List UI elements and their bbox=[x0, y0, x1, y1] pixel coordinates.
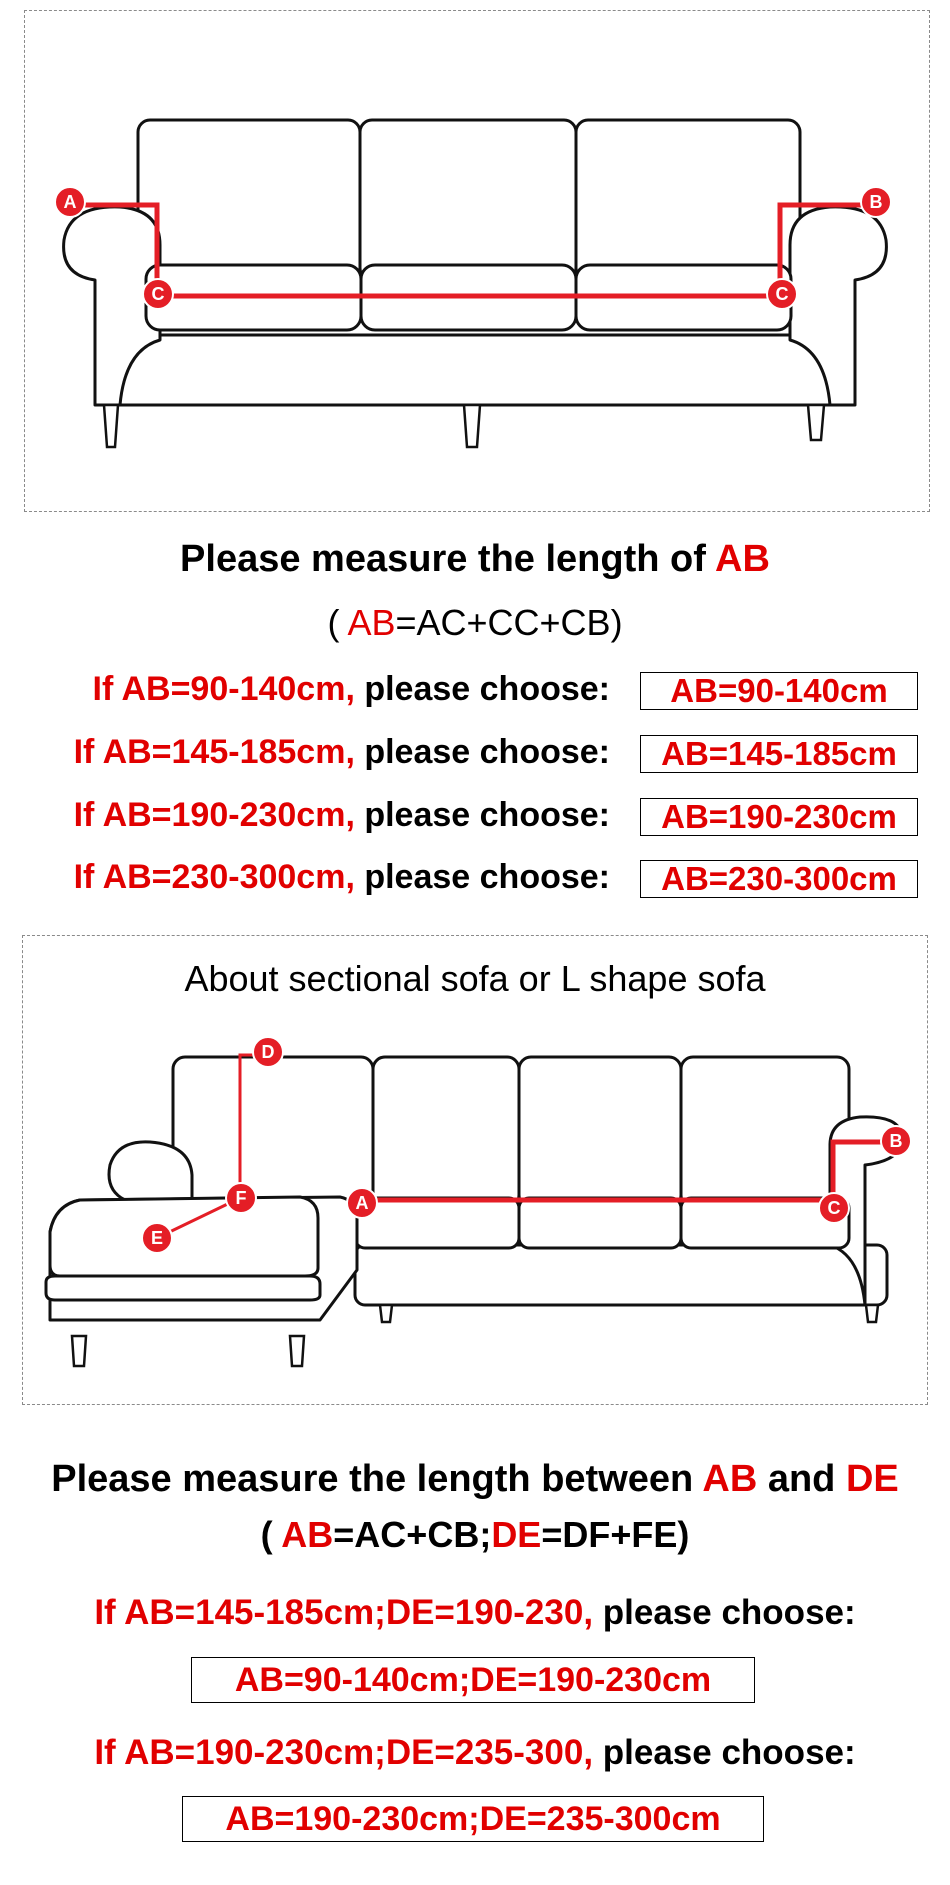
back-cushion-left bbox=[138, 120, 360, 280]
sectional-row-2: If AB=190-230cm;DE=235-300, please choose: bbox=[94, 1733, 856, 1772]
sectional-choice-2[interactable]: AB=190-230cm;DE=235-300cm bbox=[182, 1796, 764, 1842]
sectional-heading: Please measure the length between AB and DE bbox=[51, 1458, 899, 1500]
sofa-base bbox=[120, 335, 830, 405]
sectional-row-1: If AB=145-185cm;DE=190-230, please choose: bbox=[94, 1593, 856, 1632]
heading-highlight: AB bbox=[715, 538, 770, 580]
size-row-1: If AB=90-140cm, please choose: bbox=[92, 670, 610, 708]
size-choice-4[interactable]: AB=230-300cm bbox=[640, 860, 918, 898]
sectional-title: About sectional sofa or L shape sofa bbox=[184, 958, 766, 999]
svg-text:A: A bbox=[63, 192, 77, 212]
svg-text:B: B bbox=[869, 192, 883, 212]
svg-text:F: F bbox=[235, 1188, 247, 1208]
size-row-2: If AB=145-185cm, please choose: bbox=[73, 733, 610, 771]
sectional-diagram-frame bbox=[22, 935, 928, 1405]
size-choice-3[interactable]: AB=190-230cm bbox=[640, 798, 918, 836]
measure-heading bbox=[0, 538, 950, 581]
svg-text:A: A bbox=[355, 1193, 369, 1213]
back-cushion-middle bbox=[360, 120, 576, 280]
sofa-leg bbox=[104, 405, 118, 447]
sofa-leg bbox=[464, 405, 480, 447]
sectional-choice-1[interactable]: AB=90-140cm;DE=190-230cm bbox=[191, 1657, 755, 1703]
size-row-4: If AB=230-300cm, please choose: bbox=[73, 858, 610, 896]
svg-text:C: C bbox=[827, 1198, 841, 1218]
marker-c-left bbox=[143, 279, 173, 309]
back-cushion-right bbox=[576, 120, 800, 280]
marker-b bbox=[861, 187, 891, 217]
size-row-3: If AB=190-230cm, please choose: bbox=[73, 796, 610, 834]
measure-formula: ( AB=AC+CC+CB) bbox=[327, 602, 623, 643]
svg-text:C: C bbox=[775, 284, 789, 304]
svg-text:B: B bbox=[889, 1131, 903, 1151]
heading-text: Please measure the length of bbox=[180, 538, 716, 580]
sectional-formula: ( AB=AC+CB;DE=DF+FE) bbox=[260, 1514, 690, 1555]
size-choice-1[interactable]: AB=90-140cm bbox=[640, 672, 918, 710]
size-choice-2[interactable]: AB=145-185cm bbox=[640, 735, 918, 773]
marker-a bbox=[55, 187, 85, 217]
sofa-leg bbox=[808, 405, 824, 440]
svg-text:C: C bbox=[151, 284, 165, 304]
marker-c-right bbox=[767, 279, 797, 309]
svg-text:E: E bbox=[150, 1228, 164, 1248]
svg-text:D: D bbox=[261, 1042, 275, 1062]
